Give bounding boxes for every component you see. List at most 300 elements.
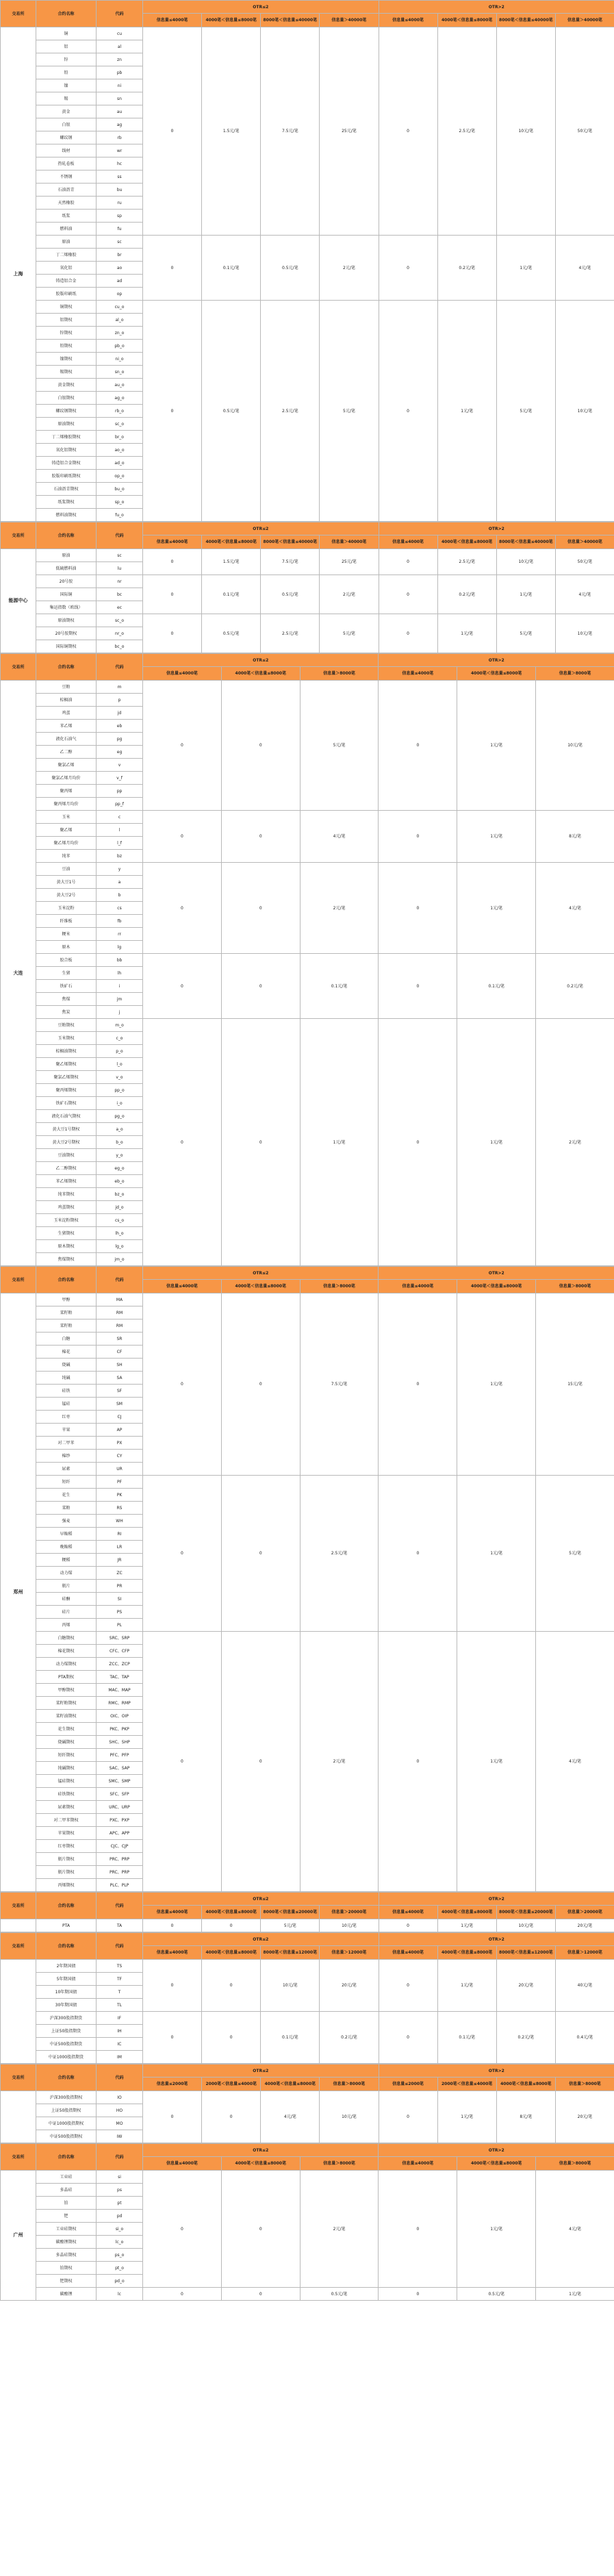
code-header: 代码: [97, 1, 143, 27]
table-row: [1, 1919, 614, 1932]
contract-name: 黄大豆1号: [36, 876, 97, 889]
contract-name: 沪深300股指期权: [36, 2091, 97, 2104]
contract-name: 镍: [36, 79, 97, 92]
contract-code: SHC、SHP: [97, 1736, 143, 1749]
fee-value: 4元/笔: [300, 811, 379, 863]
fee-table: [0, 2064, 614, 2143]
message-tier-header: 信息量≤4000笔: [379, 535, 437, 549]
contract-code: si_o: [97, 2223, 143, 2236]
fee-value: 0: [143, 575, 202, 614]
fee-value: 0: [143, 2012, 202, 2064]
fee-value: 5元/笔: [496, 301, 555, 522]
contract-header: 合约名称: [36, 1893, 97, 1919]
table-row: [1, 1019, 614, 1032]
fee-value: 0: [143, 954, 222, 1019]
table-header-row: [1, 1, 614, 14]
fee-value: 0: [143, 614, 202, 653]
message-tier-header: 2000笔＜信息量≤4000笔: [437, 2078, 496, 2091]
table-row: [1, 236, 614, 249]
contract-name: 豆粕期权: [36, 1019, 97, 1032]
fee-value: 1元/笔: [496, 236, 555, 301]
contract-name: 聚乙烯: [36, 824, 97, 837]
message-tier-header: 4000笔＜信息量≤8000笔: [437, 1906, 496, 1919]
otr-gt2-header: OTR>2: [379, 1893, 614, 1906]
contract-name: 早籼稻: [36, 1528, 97, 1541]
contract-code: eb_o: [97, 1175, 143, 1188]
fee-value: 7.5元/笔: [261, 549, 320, 575]
contract-name: 中证500股指期货: [36, 2038, 97, 2051]
contract-name: 白银期权: [36, 392, 97, 405]
contract-name: 粳稻: [36, 1554, 97, 1567]
otr-le2-header: OTR≤2: [143, 1267, 379, 1280]
fee-value: 8元/笔: [496, 2091, 555, 2143]
message-tier-header: 信息量＞12000笔: [320, 1946, 379, 1960]
exchange-header: 交易所: [1, 654, 36, 681]
message-tier-header: 8000笔＜信息量≤40000笔: [496, 535, 555, 549]
contract-name: 锡: [36, 92, 97, 105]
exchange-header: 交易所: [1, 522, 36, 549]
fee-value: 0: [221, 681, 300, 811]
contract-code: TAC、TAP: [97, 1671, 143, 1684]
fee-value: 0: [202, 1960, 261, 2012]
fee-value: 0: [379, 681, 457, 811]
table-header-row: [1, 1893, 614, 1906]
table-row: [1, 2171, 614, 2184]
contract-code: IW: [97, 2130, 143, 2143]
contract-code: cs: [97, 902, 143, 915]
contract-name: 聚丙烯: [36, 785, 97, 798]
contract-code: CJ: [97, 1411, 143, 1424]
contract-code: zn: [97, 53, 143, 66]
message-tier-header: 信息量≤4000笔: [379, 1280, 457, 1293]
contract-name: 短纤: [36, 1476, 97, 1489]
contract-name: 30年期国债: [36, 1999, 97, 2012]
contract-code: bu_o: [97, 483, 143, 496]
message-tier-header: 信息量＞20000笔: [555, 1906, 614, 1919]
contract-name: PTA期权: [36, 1671, 97, 1684]
contract-code: RMC、RMP: [97, 1697, 143, 1710]
fee-value: 0: [143, 2091, 202, 2143]
contract-code: PLC、PLP: [97, 1879, 143, 1892]
fee-value: 0: [143, 681, 222, 811]
contract-code: ZC: [97, 1567, 143, 1580]
contract-name: 玉米: [36, 811, 97, 824]
fee-value: 0.5元/笔: [202, 301, 261, 522]
message-tier-header: 信息量≤4000笔: [143, 1280, 222, 1293]
fee-value: 5元/笔: [261, 1919, 320, 1932]
contract-code: PKC、PKP: [97, 1723, 143, 1736]
table-row: [1, 954, 614, 967]
contract-code: jd_o: [97, 1201, 143, 1214]
contract-code: si: [97, 2171, 143, 2184]
contract-code: LR: [97, 1541, 143, 1554]
contract-name: 钯: [36, 2210, 97, 2223]
contract-name: 燃料油期权: [36, 509, 97, 522]
contract-name: 20号胶: [36, 575, 97, 588]
message-tier-header: 信息量＞40000笔: [555, 535, 614, 549]
contract-name: 低硫燃料油: [36, 562, 97, 575]
contract-name: 国际铜: [36, 588, 97, 601]
fee-value: 5元/笔: [320, 301, 379, 522]
contract-name: 锌: [36, 53, 97, 66]
code-header: 代码: [97, 1933, 143, 1960]
contract-code: eg: [97, 746, 143, 759]
otr-le2-header: OTR≤2: [143, 522, 379, 535]
contract-code: SAC、SAP: [97, 1762, 143, 1775]
exchange-header: 交易所: [1, 2144, 36, 2171]
otr-gt2-header: OTR>2: [379, 522, 614, 535]
fee-value: 0.2元/笔: [437, 575, 496, 614]
message-tier-header: 4000笔＜信息量≤8000笔: [457, 667, 536, 681]
contract-code: m_o: [97, 1019, 143, 1032]
contract-name: 丁二烯橡胶: [36, 249, 97, 262]
contract-name: 乙二醇: [36, 746, 97, 759]
otr-gt2-header: OTR>2: [379, 1933, 614, 1946]
contract-code: ru: [97, 197, 143, 210]
code-header: 代码: [97, 654, 143, 681]
contract-code: cs_o: [97, 1214, 143, 1227]
table-row: [1, 301, 614, 314]
contract-name: 乙二醇期权: [36, 1162, 97, 1175]
contract-code: TF: [97, 1973, 143, 1986]
fee-value: 0: [143, 863, 222, 954]
fee-value: 10元/笔: [496, 549, 555, 575]
contract-name: 纯苯: [36, 850, 97, 863]
fee-value: 0: [202, 2012, 261, 2064]
contract-name: 花生: [36, 1489, 97, 1502]
contract-name: 铁矿石期权: [36, 1097, 97, 1110]
contract-name: 氧化铝期权: [36, 444, 97, 457]
fee-value: 0: [221, 1476, 300, 1632]
contract-code: pp_o: [97, 1084, 143, 1097]
contract-name: 纤维板: [36, 915, 97, 928]
fee-value: 0.1元/笔: [261, 2012, 320, 2064]
message-tier-header: 4000笔＜信息量≤8000笔: [437, 1946, 496, 1960]
message-tier-header: 4000笔＜信息量≤8000笔: [221, 667, 300, 681]
contract-name: 硅铁期权: [36, 1788, 97, 1801]
contract-name: 粳米: [36, 928, 97, 941]
fee-value: 1元/笔: [536, 2288, 614, 2301]
contract-name: 红枣: [36, 1411, 97, 1424]
message-tier-header: 信息量＞40000笔: [320, 535, 379, 549]
contract-name: 20号胶期权: [36, 627, 97, 640]
fee-value: 2元/笔: [300, 863, 379, 954]
contract-name: 铅: [36, 66, 97, 79]
fee-value: 0.2元/笔: [320, 2012, 379, 2064]
fee-value: 20元/笔: [555, 2091, 614, 2143]
contract-code: br: [97, 249, 143, 262]
contract-code: IH: [97, 2025, 143, 2038]
otr-gt2-header: OTR>2: [379, 1267, 614, 1280]
contract-code: ao_o: [97, 444, 143, 457]
fee-value: 4元/笔: [536, 863, 614, 954]
message-tier-header: 8000笔＜信息量≤20000笔: [261, 1906, 320, 1919]
fee-value: 2.5元/笔: [437, 27, 496, 236]
contract-name: 对二甲苯期权: [36, 1814, 97, 1827]
contract-name: 液化石油气: [36, 733, 97, 746]
fee-value: 5元/笔: [300, 681, 379, 811]
contract-code: TL: [97, 1999, 143, 2012]
otr-le2-header: OTR≤2: [143, 1893, 379, 1906]
fee-value: 2元/笔: [320, 575, 379, 614]
fee-value: 0: [221, 2171, 300, 2288]
fee-value: 1元/笔: [457, 1293, 536, 1476]
fee-value: 10元/笔: [496, 27, 555, 236]
contract-name: 氧化铝: [36, 262, 97, 275]
message-tier-header: 信息量≤4000笔: [379, 667, 457, 681]
contract-code: pb: [97, 66, 143, 79]
contract-code: b: [97, 889, 143, 902]
message-tier-header: 信息量＞8000笔: [300, 1280, 379, 1293]
contract-code: PL: [97, 1619, 143, 1632]
contract-name: 多晶硅期权: [36, 2249, 97, 2262]
table-header-row: [1, 654, 614, 667]
fee-value: 0: [379, 2091, 437, 2143]
contract-code: sp_o: [97, 496, 143, 509]
table-row: [1, 681, 614, 694]
contract-name: 玉米淀粉期权: [36, 1214, 97, 1227]
contract-code: v_f: [97, 772, 143, 785]
fee-table: [0, 1892, 614, 1932]
contract-name: 纯碱期权: [36, 1762, 97, 1775]
contract-code: ad: [97, 275, 143, 288]
message-tier-header: 8000笔＜信息量≤20000笔: [496, 1906, 555, 1919]
table-row: [1, 1293, 614, 1306]
contract-name: 菜籽粕期权: [36, 1697, 97, 1710]
contract-code: IO: [97, 2091, 143, 2104]
contract-code: pb_o: [97, 340, 143, 353]
fee-value: 1.5元/笔: [202, 549, 261, 575]
contract-code: a_o: [97, 1123, 143, 1136]
fee-value: 0: [221, 1632, 300, 1892]
contract-code: au_o: [97, 379, 143, 392]
fee-value: 1元/笔: [457, 863, 536, 954]
contract-code: br_o: [97, 431, 143, 444]
message-tier-header: 信息量＞8000笔: [300, 2157, 379, 2171]
contract-name: 焦煤期权: [36, 1253, 97, 1266]
fee-value: 0: [143, 2288, 222, 2301]
message-tier-header: 4000笔＜信息量≤8000笔: [437, 14, 496, 27]
fee-value: 0.2元/笔: [437, 236, 496, 301]
contract-name: 苯乙烯期权: [36, 1175, 97, 1188]
contract-code: nr_o: [97, 627, 143, 640]
contract-name: 丙烯: [36, 1619, 97, 1632]
fee-table: [0, 2143, 614, 2301]
fee-value: 2.5元/笔: [261, 301, 320, 522]
contract-code: RS: [97, 1502, 143, 1515]
fee-value: 2.5元/笔: [437, 549, 496, 575]
fee-value: 4元/笔: [261, 2091, 320, 2143]
contract-name: 碳酸锂期权: [36, 2236, 97, 2249]
contract-name: 玉米淀粉: [36, 902, 97, 915]
contract-name: 棉花: [36, 1346, 97, 1359]
contract-name: 螺纹钢: [36, 131, 97, 144]
contract-code: eb: [97, 720, 143, 733]
fee-value: 10元/笔: [261, 1960, 320, 2012]
contract-code: l_o: [97, 1058, 143, 1071]
contract-name: 锌期权: [36, 327, 97, 340]
table-row: [1, 863, 614, 876]
fee-value: 0: [143, 1919, 202, 1932]
contract-code: al_o: [97, 314, 143, 327]
contract-name: 瓶片期权: [36, 1853, 97, 1866]
contract-name: 聚乙烯月均价: [36, 837, 97, 850]
contract-code: ao: [97, 262, 143, 275]
contract-code: c: [97, 811, 143, 824]
contract-code: ps: [97, 2184, 143, 2197]
message-tier-header: 信息量＞40000笔: [320, 14, 379, 27]
fee-value: 1元/笔: [437, 614, 496, 653]
fee-value: 0.1元/笔: [457, 954, 536, 1019]
contract-name: 国际铜期权: [36, 640, 97, 653]
contract-name: 苹果期权: [36, 1827, 97, 1840]
contract-code: lh_o: [97, 1227, 143, 1240]
message-tier-header: 8000笔＜信息量≤12000笔: [496, 1946, 555, 1960]
otr-le2-header: OTR≤2: [143, 2064, 379, 2078]
contract-name: 铸造铝合金期权: [36, 457, 97, 470]
contract-name: 胶版印刷纸: [36, 288, 97, 301]
contract-name: 聚丙烯月均价: [36, 798, 97, 811]
contract-code: j: [97, 1006, 143, 1019]
exchange-name: 大连: [1, 681, 36, 1266]
message-tier-header: 信息量≤4000笔: [379, 2157, 457, 2171]
contract-code: T: [97, 1986, 143, 1999]
contract-code: IF: [97, 2012, 143, 2025]
fee-value: 25元/笔: [320, 549, 379, 575]
exchange-name: 广州: [1, 2171, 36, 2301]
contract-name: 动力煤期权: [36, 1658, 97, 1671]
fee-value: 0: [379, 2171, 457, 2288]
contract-name: 甲醇期权: [36, 1684, 97, 1697]
contract-name: 白糖期权: [36, 1632, 97, 1645]
fee-value: 4元/笔: [555, 575, 614, 614]
fee-value: 0.1元/笔: [202, 236, 261, 301]
fee-value: 8元/笔: [536, 811, 614, 863]
contract-code: eg_o: [97, 1162, 143, 1175]
contract-code: bz: [97, 850, 143, 863]
message-tier-header: 8000笔＜信息量≤12000笔: [261, 1946, 320, 1960]
contract-name: 烧碱: [36, 1359, 97, 1372]
contract-code: SH: [97, 1359, 143, 1372]
fee-value: 0: [143, 1293, 222, 1476]
message-tier-header: 信息量＞8000笔: [555, 2078, 614, 2091]
contract-code: pd_o: [97, 2275, 143, 2288]
table-header-row: [1, 2064, 614, 2078]
contract-code: nr: [97, 575, 143, 588]
contract-header: 合约名称: [36, 1933, 97, 1960]
fee-value: 1元/笔: [300, 1019, 379, 1266]
message-tier-header: 4000笔＜信息量≤8000笔: [457, 1280, 536, 1293]
contract-name: 燃料油: [36, 223, 97, 236]
fee-value: 0: [221, 811, 300, 863]
contract-code: PF: [97, 1476, 143, 1489]
fee-value: 0: [379, 27, 437, 236]
table-row: [1, 1632, 614, 1645]
contract-name: 菜籽粕: [36, 1319, 97, 1333]
contract-name: 纯碱: [36, 1372, 97, 1385]
contract-name: 液化石油气期权: [36, 1110, 97, 1123]
contract-code: i: [97, 980, 143, 993]
contract-code: al: [97, 40, 143, 53]
fee-value: 2元/笔: [320, 236, 379, 301]
contract-code: MO: [97, 2117, 143, 2130]
contract-code: jm: [97, 993, 143, 1006]
otr-gt2-header: OTR>2: [379, 654, 614, 667]
contract-code: URC、URP: [97, 1801, 143, 1814]
contract-header: 合约名称: [36, 1267, 97, 1293]
contract-code: AP: [97, 1424, 143, 1437]
fee-value: 5元/笔: [496, 614, 555, 653]
contract-code: v_o: [97, 1071, 143, 1084]
contract-code: SF: [97, 1385, 143, 1398]
contract-name: 胶版印刷纸期权: [36, 470, 97, 483]
table-row: [1, 811, 614, 824]
message-tier-header: 信息量＞20000笔: [320, 1906, 379, 1919]
message-tier-header: 4000笔＜信息量≤8000笔: [221, 1280, 300, 1293]
contract-name: 菜籽油期权: [36, 1710, 97, 1723]
table-row: [1, 575, 614, 588]
contract-name: 铂期权: [36, 2262, 97, 2275]
fee-value: 0.1元/笔: [437, 2012, 496, 2064]
fee-value: 1.5元/笔: [202, 27, 261, 236]
contract-code: bb: [97, 954, 143, 967]
contract-code: p: [97, 694, 143, 707]
contract-name: 瓶片: [36, 1580, 97, 1593]
fee-value: 0: [202, 1919, 261, 1932]
fee-value: 10元/笔: [536, 681, 614, 811]
fee-value: 0: [143, 236, 202, 301]
contract-code: SR: [97, 1333, 143, 1346]
contract-code: ss: [97, 171, 143, 184]
contract-name: 焦炭: [36, 1006, 97, 1019]
contract-code: OIC、OIP: [97, 1710, 143, 1723]
contract-code: PRC、PRP: [97, 1853, 143, 1866]
fee-value: 0: [379, 954, 457, 1019]
otr-le2-header: OTR≤2: [143, 1, 379, 14]
fee-value: 7.5元/笔: [261, 27, 320, 236]
table-row: [1, 1476, 614, 1489]
table-row: [1, 549, 614, 562]
contract-name: 白糖: [36, 1333, 97, 1346]
fee-value: 0.1元/笔: [202, 575, 261, 614]
contract-name: 烧碱期权: [36, 1736, 97, 1749]
contract-name: 10年期国债: [36, 1986, 97, 1999]
contract-name: 5年期国债: [36, 1973, 97, 1986]
contract-name: 原木期权: [36, 1240, 97, 1253]
fee-value: 2元/笔: [536, 1019, 614, 1266]
table-row: [1, 2091, 614, 2104]
contract-name: 丙烯期权: [36, 1879, 97, 1892]
contract-code: JR: [97, 1554, 143, 1567]
contract-name: 多晶硅: [36, 2184, 97, 2197]
contract-name: 菜籽粕: [36, 1306, 97, 1319]
contract-name: 尿素期权: [36, 1801, 97, 1814]
contract-code: op_o: [97, 470, 143, 483]
contract-code: PRC、PRP: [97, 1866, 143, 1879]
contract-code: lh: [97, 967, 143, 980]
table-row: [1, 1960, 614, 1973]
contract-name: PTA: [36, 1919, 97, 1932]
contract-name: 白银: [36, 118, 97, 131]
contract-name: 铜期权: [36, 301, 97, 314]
contract-name: 原油: [36, 549, 97, 562]
contract-name: 2年期国债: [36, 1960, 97, 1973]
contract-name: 沪深300股指期货: [36, 2012, 97, 2025]
contract-name: 动力煤: [36, 1567, 97, 1580]
fee-value: 0: [221, 2288, 300, 2301]
code-header: 代码: [97, 2064, 143, 2091]
code-header: 代码: [97, 2144, 143, 2171]
